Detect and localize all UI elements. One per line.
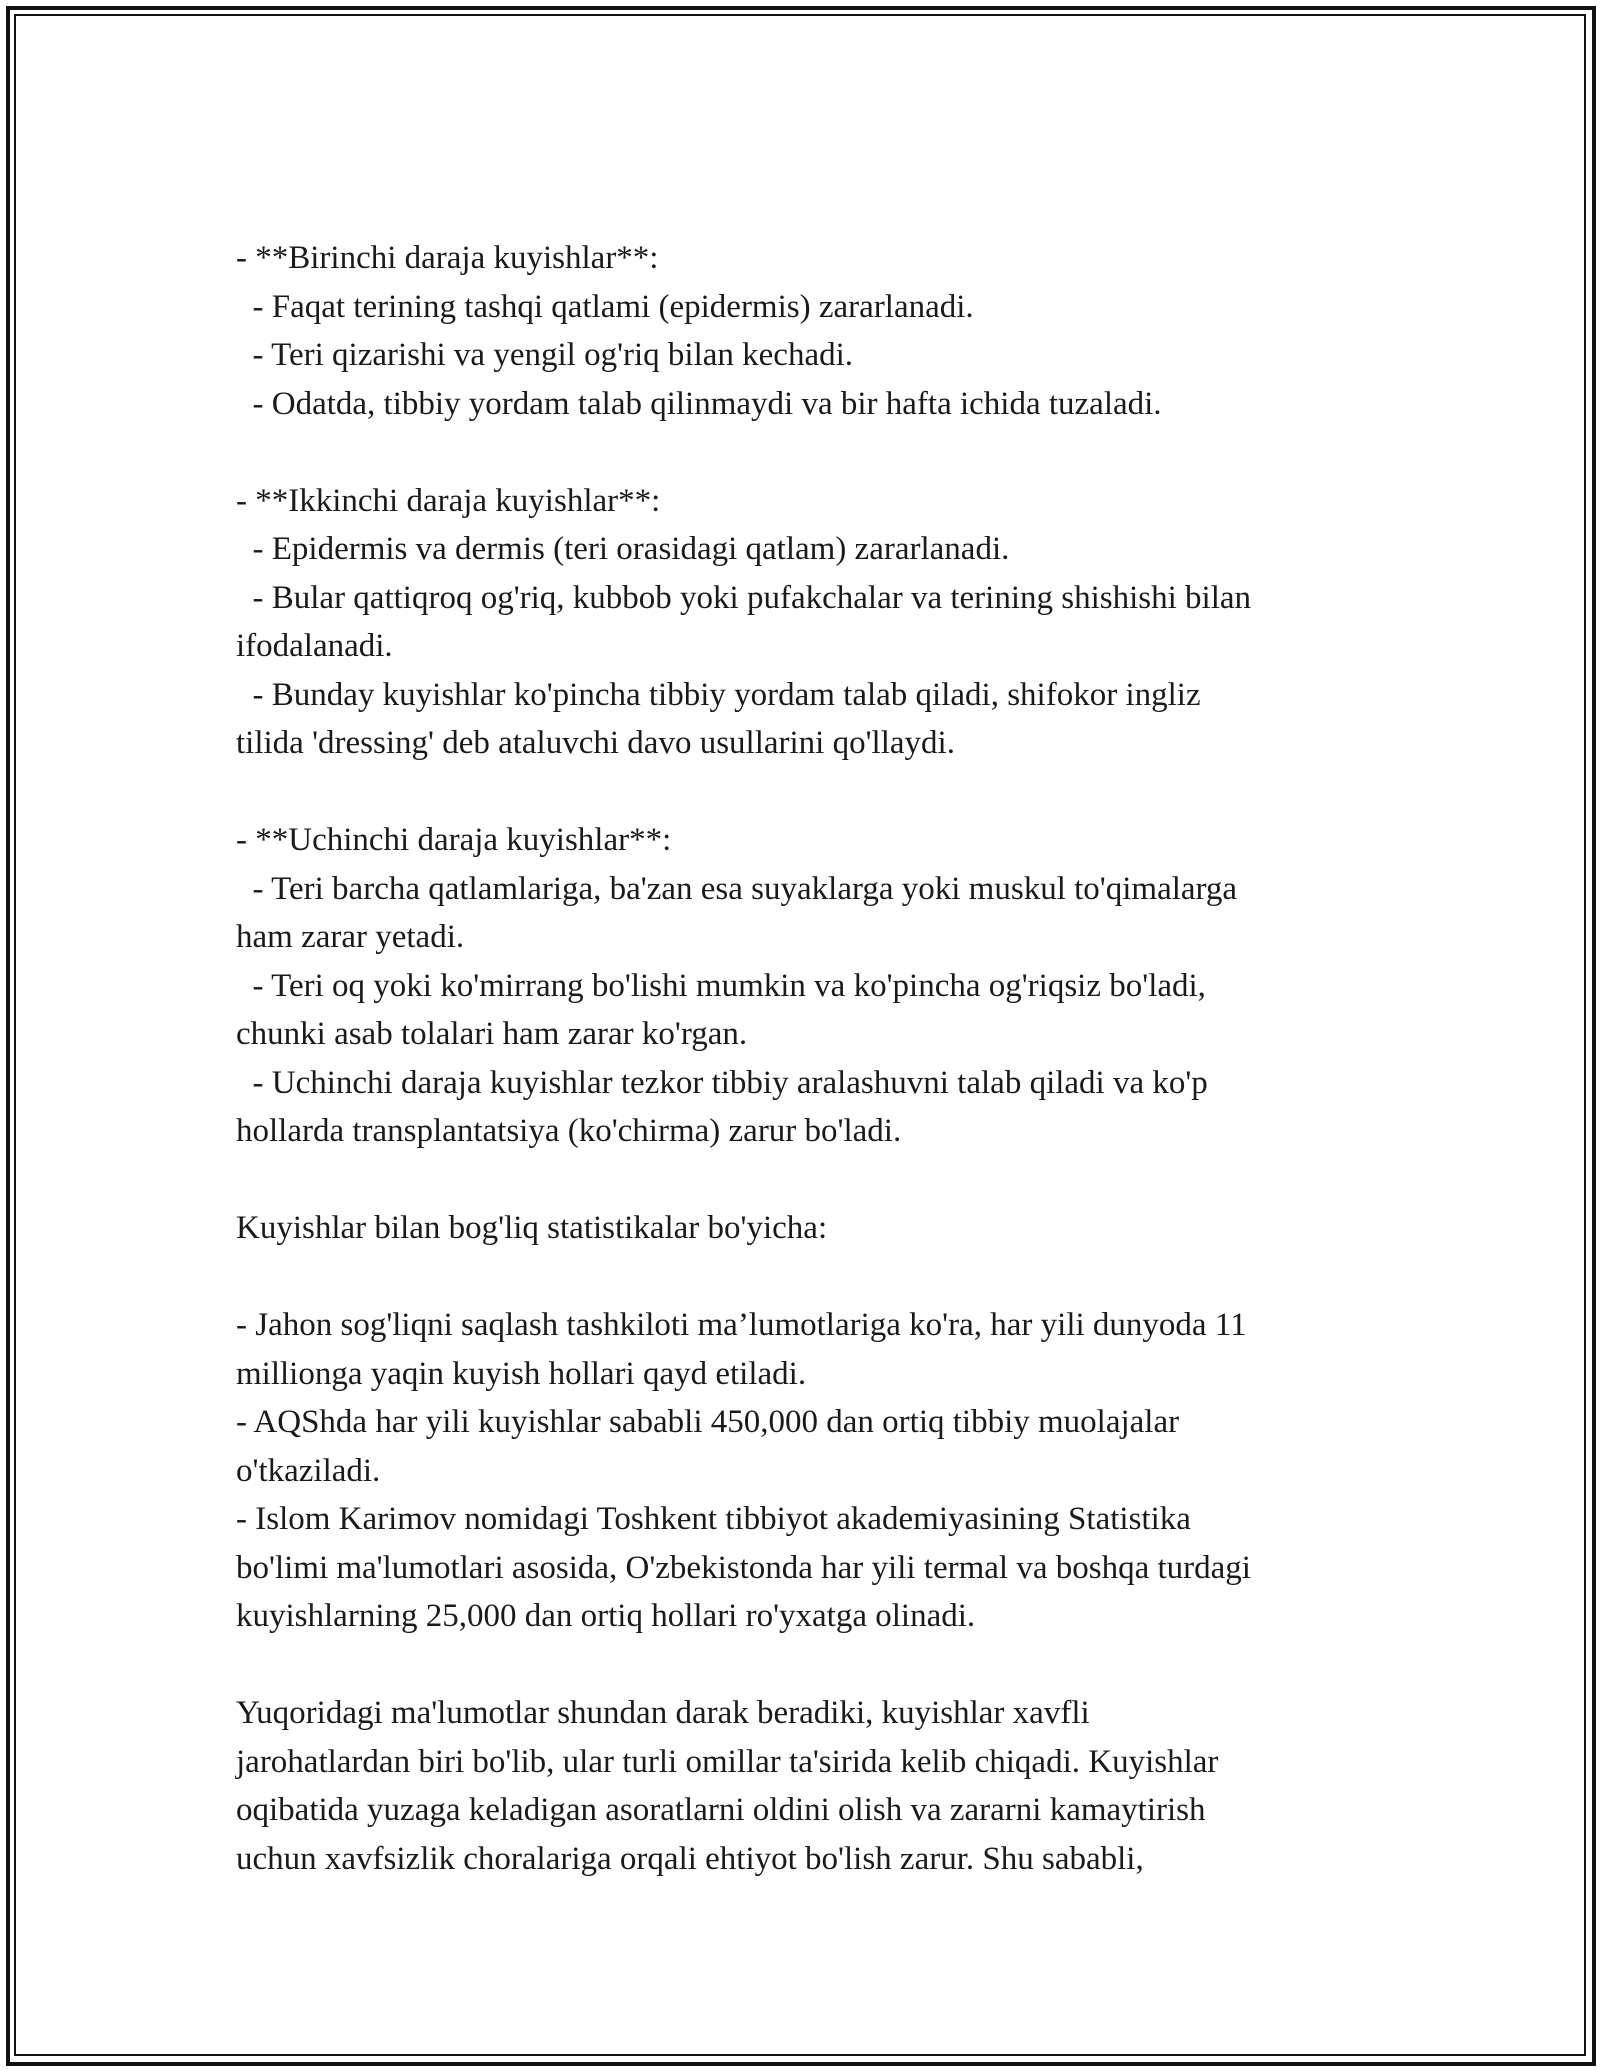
text-line: jarohatlardan biri bo'lib, ular turli omillar ta'sirida kelib chiqadi. Kuyishlar — [236, 1743, 1219, 1780]
text-line: oqibatida yuzaga keladigan asoratlarni oldini olish va zararni kamaytirish — [236, 1792, 1206, 1828]
text-line: ifodalanadi. — [236, 628, 393, 664]
text-line: o'tkaziladi. — [236, 1452, 381, 1489]
text-line: - Uchinchi daraja kuyishlar tezkor tibbiy aralashuvni talab qiladi va ko'p — [236, 1064, 1208, 1101]
text-line: - **Uchinchi daraja kuyishlar**: — [236, 822, 672, 858]
text-line: Kuyishlar bilan bog'liq statistikalar bo'yicha: — [236, 1210, 828, 1246]
blank-line — [236, 1641, 1376, 1690]
blank-line — [236, 1156, 1376, 1205]
text-line: - AQShda har yili kuyishlar sababli 450,000 dan ortiq tibbiy muolajalar — [236, 1404, 1180, 1440]
text-line: tilida 'dressing' deb ataluvchi davo usullarini qo'llaydi. — [236, 725, 955, 761]
text-line: - Bular qattiqroq og'riq, kubbob yoki pufakchalar va terining shishishi bilan — [236, 579, 1252, 616]
text-line: chunki asab tolalari ham zarar ko'rgan. — [236, 1016, 748, 1052]
blank-line — [236, 1253, 1376, 1302]
text-line: hollarda transplantatsiya (ko'chirma) zarur bo'ladi. — [236, 1113, 902, 1149]
document-body — [236, 234, 1376, 1883]
text-line: - Islom Karimov nomidagi Toshkent tibbiyot akademiyasining Statistika — [236, 1501, 1191, 1537]
blank-line — [236, 428, 1376, 477]
text-line: - Bunday kuyishlar ko'pincha tibbiy yordam talab qiladi, shifokor ingliz — [236, 676, 1201, 713]
text-line: ham zarar yetadi. — [236, 919, 465, 955]
text-line: uchun xavfsizlik choralariga orqali ehtiyot bo'lish zarur. Shu sababli, — [236, 1840, 1144, 1877]
blank-line — [236, 768, 1376, 817]
text-line: Yuqoridagi ma'lumotlar shundan darak beradiki, kuyishlar xavfli — [236, 1695, 1090, 1731]
text-line: millionga yaqin kuyish hollari qayd etiladi. — [236, 1355, 807, 1392]
text-line: - Epidermis va dermis (teri orasidagi qatlam) zararlanadi. — [236, 531, 1010, 567]
text-line: - **Ikkinchi daraja kuyishlar**: — [236, 482, 661, 519]
text-line: - Jahon sog'liqni saqlash tashkiloti ma’lumotlariga ko'ra, har yili dunyoda 11 — [236, 1307, 1247, 1343]
text-line: - Teri barcha qatlamlariga, ba'zan esa suyaklarga yoki muskul to'qimalarga — [236, 870, 1238, 907]
text-line: - Teri oq yoki ko'mirrang bo'lishi mumkin va ko'pincha og'riqsiz bo'ladi, — [236, 967, 1206, 1004]
text-line: kuyishlarning 25,000 dan ortiq hollari ro'yxatga olinadi. — [236, 1598, 976, 1634]
text-line: - Teri qizarishi va yengil og'riq bilan kechadi. — [236, 337, 854, 373]
text-line: - Faqat terining tashqi qatlami (epidermis) zararlanadi. — [236, 288, 974, 325]
text-line: - **Birinchi daraja kuyishlar**: — [236, 240, 659, 276]
text-line: - Odatda, tibbiy yordam talab qilinmaydi va bir hafta ichida tuzaladi. — [236, 385, 1162, 422]
text-line: bo'limi ma'lumotlari asosida, O'zbekistonda har yili termal va boshqa turdagi — [236, 1549, 1251, 1586]
